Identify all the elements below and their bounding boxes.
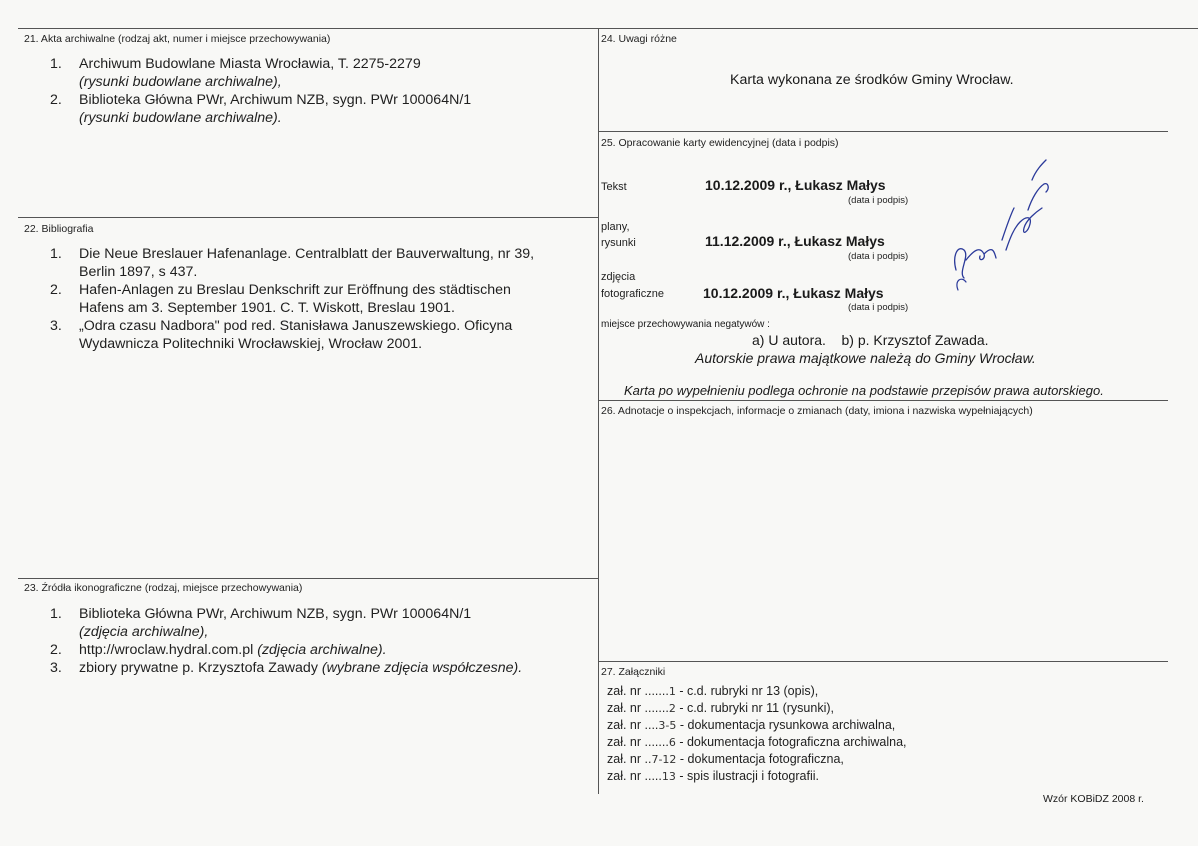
section-24-title: 24. Uwagi różne	[601, 33, 677, 45]
section-25-title: 25. Opracowanie karty ewidencyjnej (data i podpis)	[601, 137, 839, 149]
section-21-list	[22, 55, 592, 127]
attachment-item: zał. nr ....3-5 - dokumentacja rysunkowa archiwalna,	[607, 718, 896, 732]
list-item: 3. zbiory prywatne p. Krzysztofa Zawady (wybrane zdjęcia współczesne).	[50, 660, 523, 676]
negatives-value: a) U autora. b) p. Krzysztof Zawada.	[752, 332, 989, 348]
list-item: 1. Archiwum Budowlane Miasta Wrocławia, T. 2275-2279 (rysunki budowlane archiwalne),	[50, 56, 421, 90]
section-23-list	[22, 605, 597, 677]
signature-icon	[944, 150, 1064, 300]
text-author-sub: (data i podpis)	[848, 195, 909, 206]
list-item: 2. Hafen-Anlagen zu Breslau Denkschrift zur Eröffnung des städtischen Hafens am 3. September 1901. C. T. Wiskott, Breslau 1901.	[50, 282, 511, 316]
funding-note: Karta wykonana ze środków Gminy Wrocław.	[730, 72, 1014, 88]
divider-21-22	[18, 217, 598, 218]
row-label-plans-2: rysunki	[601, 237, 636, 249]
text-author: 10.12.2009 r., Łukasz Małys	[705, 177, 886, 193]
attachment-item: zał. nr .......2 - c.d. rubryki nr 11 (rysunki),	[607, 701, 834, 715]
form-template-label: Wzór KOBiDZ 2008 r.	[1043, 793, 1144, 805]
attachment-item: zał. nr .....13 - spis ilustracji i fotografii.	[607, 769, 819, 783]
attachment-item: zał. nr .......1 - c.d. rubryki nr 13 (opis),	[607, 684, 819, 698]
section-22-title: 22. Bibliografia	[24, 223, 94, 235]
list-item: 1. Die Neue Breslauer Hafenanlage. Centralblatt der Bauverwaltung, nr 39, Berlin 1897, s 437.	[50, 246, 535, 280]
attachment-item: zał. nr ..7-12 - dokumentacja fotograficzna,	[607, 752, 844, 766]
section-22-list	[22, 245, 592, 353]
attachments-list	[607, 684, 907, 786]
list-item: 1. Biblioteka Główna PWr, Archiwum NZB, sygn. PWr 100064N/1 (zdjęcia archiwalne),	[50, 606, 472, 640]
center-divider	[598, 28, 599, 794]
row-label-text: Tekst	[601, 181, 627, 193]
row-label-photos-2: fotograficzne	[601, 288, 664, 300]
divider-26-27	[598, 661, 1168, 662]
plans-author-sub: (data i podpis)	[848, 251, 909, 262]
row-label-plans-1: plany,	[601, 221, 630, 233]
divider-22-23	[18, 578, 598, 579]
section-27-title: 27. Załączniki	[601, 666, 666, 678]
section-23-title: 23. Źródła ikonograficzne (rodzaj, miejsce przechowywania)	[24, 582, 303, 594]
top-border	[18, 28, 1198, 29]
plans-author: 11.12.2009 r., Łukasz Małys	[705, 233, 885, 249]
section-26-title: 26. Adnotacje o inspekcjach, informacje o zmianach (daty, imiona i nazwiska wypełniających)	[601, 405, 1033, 417]
list-item: 3. „Odra czasu Nadbora" pod red. Stanisława Januszewskiego. Oficyna Wydawnicza Politechniki Wrocławskiej, Wrocław 2001.	[50, 318, 513, 352]
list-item: 2. Biblioteka Główna PWr, Archiwum NZB, sygn. PWr 100064N/1 (rysunki budowlane archiwalne).	[50, 92, 472, 126]
photos-author: 10.12.2009 r., Łukasz Małys	[703, 285, 884, 301]
divider-24-25	[598, 131, 1168, 132]
divider-25-26	[598, 400, 1168, 401]
photos-author-sub: (data i podpis)	[848, 302, 909, 313]
row-label-photos-1: zdjęcia	[601, 271, 636, 283]
section-21-title: 21. Akta archiwalne (rodzaj akt, numer i miejsce przechowywania)	[24, 33, 331, 45]
attachment-item: zał. nr .......6 - dokumentacja fotograficzna archiwalna,	[607, 735, 907, 749]
list-item: 2. http://wroclaw.hydral.com.pl (zdjęcia archiwalne).	[50, 642, 387, 658]
protection-note: Karta po wypełnieniu podlega ochronie na podstawie przepisów prawa autorskiego.	[624, 383, 1104, 398]
negatives-label: miejsce przechowywania negatywów :	[601, 319, 770, 330]
copyright-owner: Autorskie prawa majątkowe należą do Gminy Wrocław.	[695, 350, 1036, 366]
